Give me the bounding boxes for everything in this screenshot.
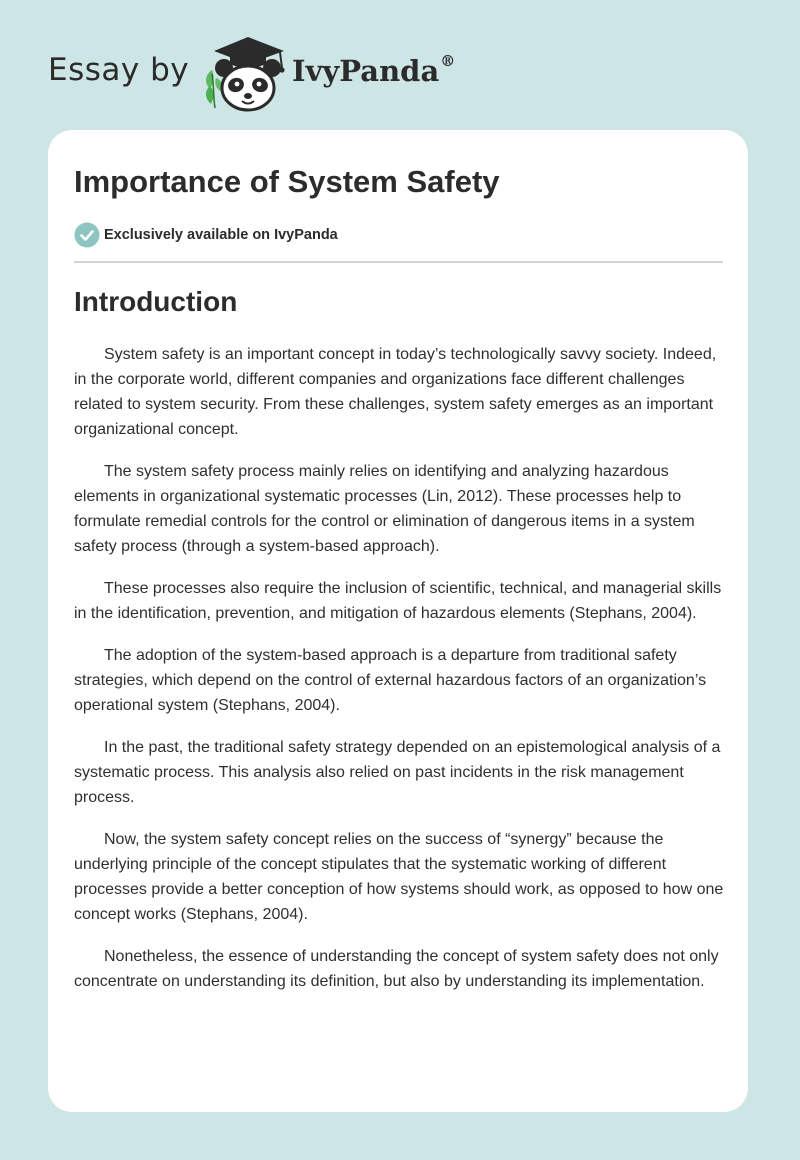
brand-name[interactable]	[292, 54, 455, 88]
article-card	[48, 130, 748, 1112]
section-heading-introduction: Introduction	[74, 286, 238, 317]
registered-mark: ®	[440, 52, 456, 71]
exclusive-badge-text: Exclusively available on IvyPanda	[104, 227, 338, 243]
paragraph: The system safety process mainly relies on identifying and analyzing hazardous elements in organizational systematic processes (Lin, 2012). These processes help to formulate remedial controls for the control or elimination of dangerous items in a system safety process (through a system-based approach).	[74, 463, 695, 555]
essay-by-label: Essay by	[48, 52, 190, 88]
exclusive-badge	[74, 222, 338, 248]
panda-graduate-logo[interactable]	[202, 34, 292, 114]
page-title: Importance of System Safety	[74, 164, 500, 199]
paragraph: These processes also require the inclusion of scientific, technical, and managerial skills in the identification, prevention, and mitigation of hazardous elements (Stephans, 2004).	[74, 580, 722, 622]
check-circle-icon	[74, 222, 100, 248]
site-header	[48, 34, 508, 114]
paragraph: Now, the system safety concept relies on the success of “synergy” because the underlying principle of the concept stipulates that the systematic working of different processes provide a better conception of how systems should work, as opposed to how one concept works (Stephans, 2004).	[74, 831, 724, 923]
article-body	[74, 342, 726, 1011]
paragraph: Nonetheless, the essence of understanding the concept of system safety does not only concentrate on understanding its definition, but also by understanding its implementation.	[74, 948, 719, 990]
paragraph: In the past, the traditional safety strategy depended on an epistemological analysis of a systematic process. This analysis also relied on past incidents in the risk management process.	[74, 739, 721, 806]
paragraph: System safety is an important concept in today’s technologically savvy society. Indeed, in the corporate world, different companies and organizations face different challenges related to system security. From these challenges, system safety emerges as an important organizational concept.	[74, 346, 717, 438]
brand-text: IvyPanda	[292, 54, 440, 88]
title-divider	[74, 261, 723, 263]
paragraph: The adoption of the system-based approach is a departure from traditional safety strategies, which depend on the control of external hazardous factors of an organization’s operational system (Stephans, 2004).	[74, 647, 707, 714]
